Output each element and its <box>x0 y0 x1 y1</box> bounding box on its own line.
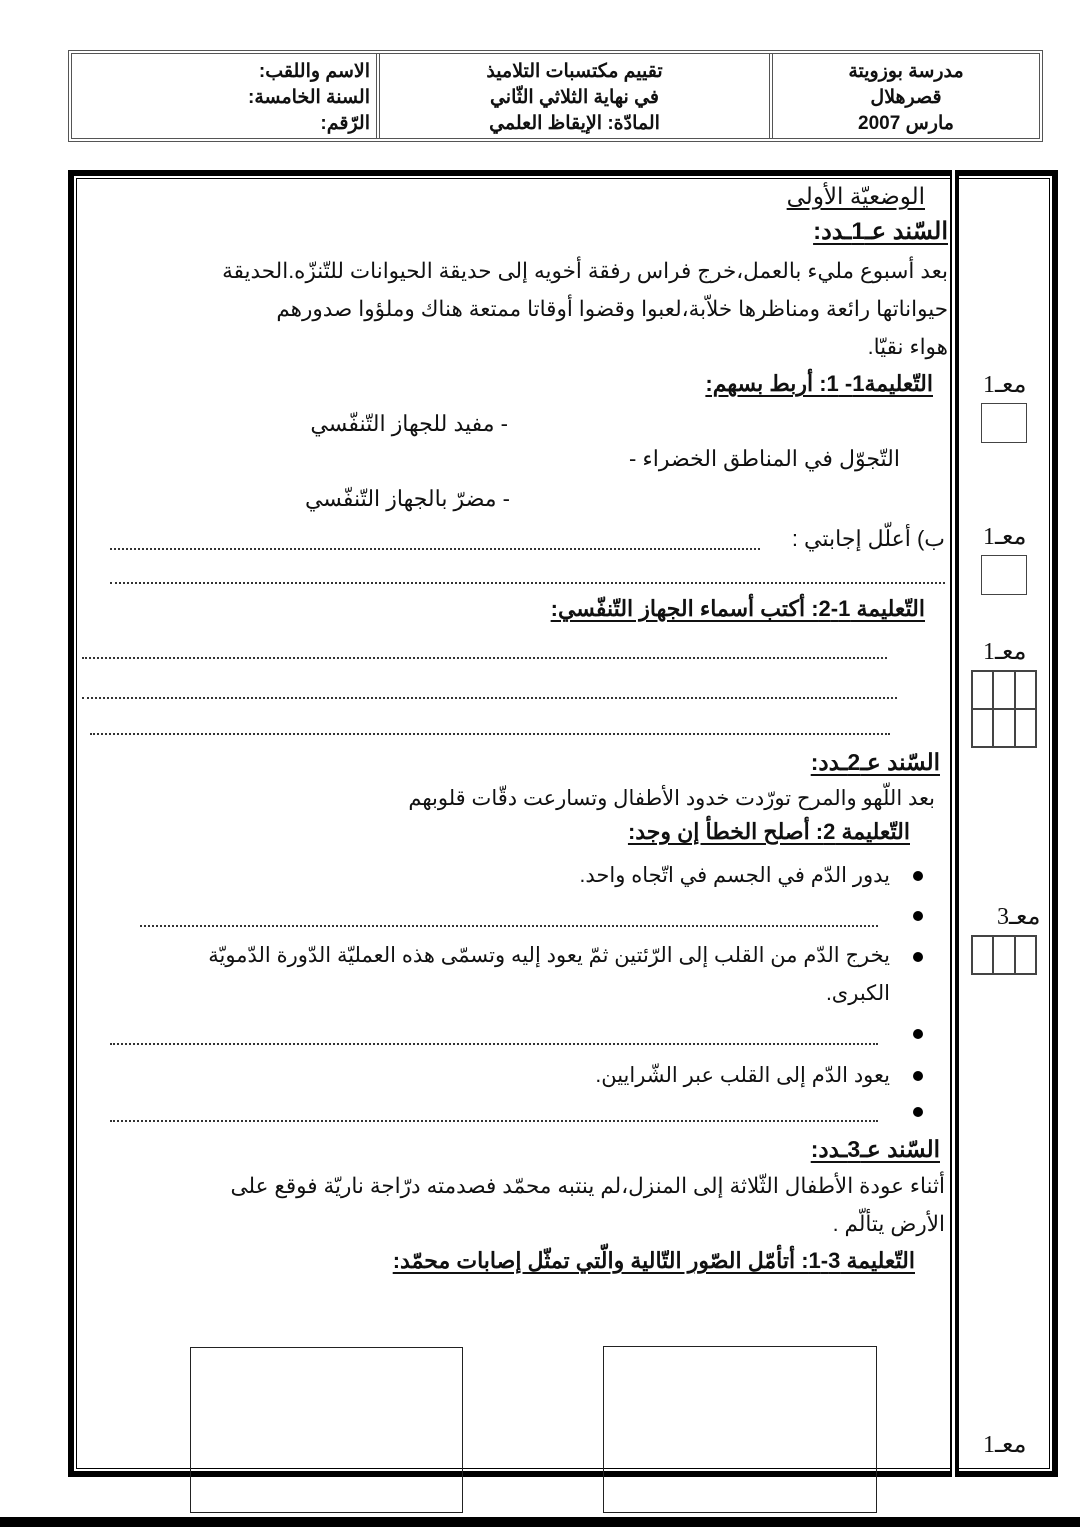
doc3-text-line2: الأرض يتألّم . <box>832 1212 945 1236</box>
criterion-1-score-box[interactable] <box>981 403 1027 443</box>
margin-column-divider <box>950 170 959 1477</box>
task2-title: التّعليمة 2: أصلح الخطأ إن وجد: <box>627 819 910 844</box>
school-info <box>769 54 1039 138</box>
score-cell[interactable] <box>993 671 1014 709</box>
doc1-title: السّند عـ1ـدد: <box>813 218 948 245</box>
score-cell[interactable] <box>1015 936 1036 974</box>
justify-answer-line-1[interactable] <box>110 548 760 550</box>
correction-line-2[interactable] <box>110 1043 878 1045</box>
bullet-icon <box>913 1071 923 1081</box>
bullet-icon <box>913 952 923 962</box>
task1-1-title: التّعليمة1- 1: أربط بسهم: <box>705 371 933 396</box>
exam-info <box>376 54 769 138</box>
statement-3: يعود الدّم إلى القلب عبر الشّرايين. <box>595 1064 890 1087</box>
bullet-icon <box>913 911 923 921</box>
name-field[interactable]: الاسم واللقب: <box>258 61 370 82</box>
criterion-1-label: معـ1 <box>983 372 1027 398</box>
bullet-icon <box>913 871 923 881</box>
names-answer-line-1[interactable] <box>82 657 887 659</box>
task1-2-title: التّعليمة 1-2: أكتب أسماء الجهاز التّنفّسي: <box>550 596 925 621</box>
injury-image-2 <box>603 1346 877 1513</box>
justify-label: ب) أعلّل إجابتي : <box>791 526 945 551</box>
doc2-text: بعد اللّهو والمرح تورّدت خدود الأطفال وتسارعت دقّات قلوبهم <box>408 787 935 810</box>
header-table <box>68 50 1043 142</box>
option-useful: - مفيد للجهاز التّنفّسي <box>310 411 508 436</box>
statement-2-line1: يخرج الدّم من القلب إلى الرّئتين ثمّ يعود إليه وتسمّى هذه العمليّة الدّورة الدّمويّة <box>208 944 890 967</box>
justify-answer-line-2[interactable] <box>110 582 945 584</box>
number-field[interactable]: الرّقم: <box>320 113 370 134</box>
page-bottom-bar <box>0 1517 1080 1527</box>
activity-label: التّجوّل في المناطق الخضراء - <box>628 446 900 471</box>
score-cell[interactable] <box>972 709 993 747</box>
criterion-4-score-grid[interactable] <box>971 935 1037 975</box>
exam-subject: المادّة: الإيقاظ العلمي <box>489 113 660 134</box>
situation-title: الوضعيّة الأولى <box>786 183 925 209</box>
school-name: مدرسة بوزويتة <box>848 61 964 82</box>
option-harmful: - مضرّ بالجهاز التّنفّسي <box>304 486 510 511</box>
names-answer-line-2[interactable] <box>82 697 897 699</box>
criterion-2-score-box[interactable] <box>981 555 1027 595</box>
bullet-icon <box>913 1029 923 1039</box>
statement-1: يدور الدّم في الجسم في اتّجاه واحد. <box>579 864 890 887</box>
doc1-text-line3: هواء نقيّا. <box>867 335 948 359</box>
doc2-title: السّند عـ2ـدد: <box>810 749 940 775</box>
score-cell[interactable] <box>1015 671 1036 709</box>
correction-line-3[interactable] <box>110 1120 878 1122</box>
exam-title: تقييم مكتسبات التلاميذ <box>486 61 663 82</box>
criterion-5-label: معـ1 <box>983 1432 1027 1458</box>
bullet-icon <box>913 1107 923 1117</box>
town-name: قصرهلال <box>870 87 942 108</box>
score-cell[interactable] <box>972 671 993 709</box>
score-cell[interactable] <box>972 936 993 974</box>
class-field[interactable]: السنة الخامسة: <box>248 87 370 108</box>
doc1-text-line2: حيواناتها رائعة ومناظرها خلاّبة،لعبوا وقضوا أوقاتا ممتعة هناك وملؤوا صدورهم <box>276 297 948 321</box>
student-info <box>72 54 376 138</box>
doc3-text-line1: أثناء عودة الأطفال الثّلاثة إلى المنزل،لم ينتبه محمّد فصدمته درّاجة ناريّة فوقع على <box>230 1174 945 1198</box>
correction-line-1[interactable] <box>140 925 878 927</box>
criterion-3-score-grid[interactable] <box>971 670 1037 748</box>
task3-1-title: التّعليمة 3-1: أتأمّل الصّور التّالية والّتي تمثّل إصابات محمّد: <box>392 1248 915 1273</box>
criterion-4-label: معـ3 <box>997 904 1041 930</box>
doc3-title: السّند عـ3ـدد: <box>810 1136 940 1162</box>
score-cell[interactable] <box>993 936 1014 974</box>
statement-2-line2: الكبرى. <box>825 982 890 1005</box>
doc1-text-line1: بعد أسبوع مليء بالعمل،خرج فراس رفقة أخويه إلى حديقة الحيوانات للتّنزّه.الحديقة <box>222 259 948 283</box>
injury-image-1 <box>190 1347 463 1513</box>
score-cell[interactable] <box>1015 709 1036 747</box>
names-answer-line-3[interactable] <box>90 733 890 735</box>
score-cell[interactable] <box>993 709 1014 747</box>
exam-date: مارس 2007 <box>858 113 954 134</box>
criterion-3-label: معـ1 <box>983 639 1027 665</box>
criterion-2-label: معـ1 <box>983 524 1027 550</box>
exam-period: في نهاية الثلاثي الثّاني <box>489 87 660 108</box>
